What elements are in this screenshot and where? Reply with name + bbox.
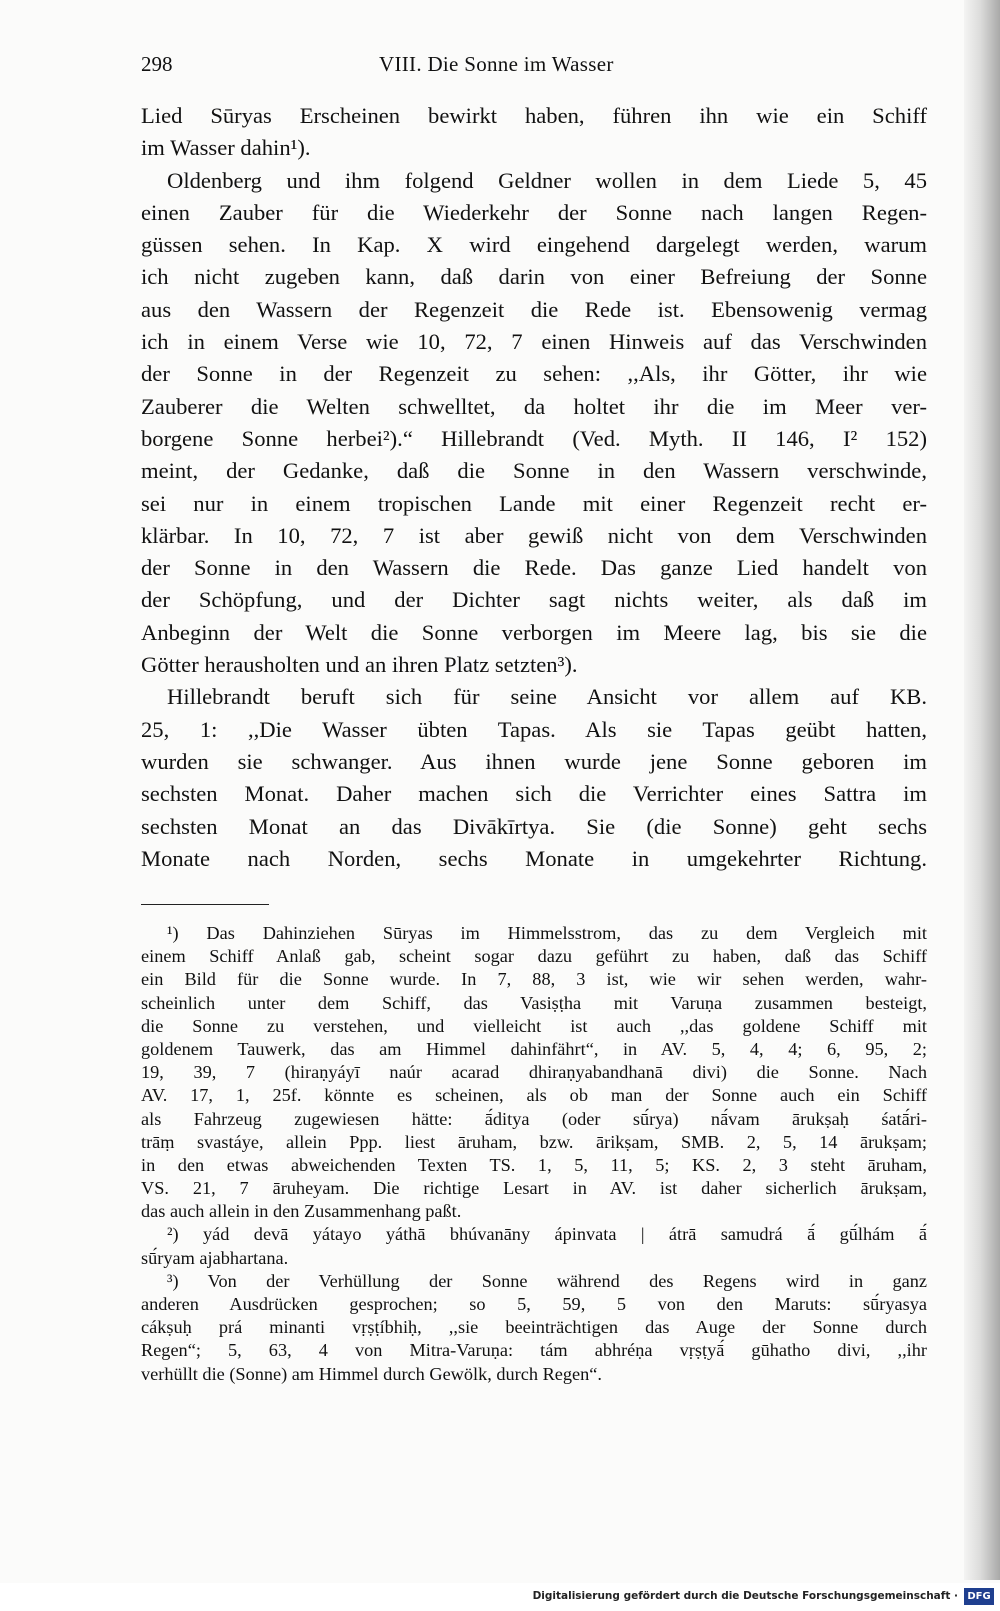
footnote-line: ²) yád devā yátayo yáthā bhúvanāny ápinvata | átrā samudrá ā́ gū́lhám ā́	[167, 1224, 927, 1245]
page-number: 298	[141, 52, 173, 76]
body-line: ich in einem Verse wie 10, 72, 7 einen Hinweis auf das Verschwinden	[141, 329, 927, 355]
footnote-line: in den etwas abweichenden Texten TS. 1, 5, 11, 5; KS. 2, 3 steht āruham,	[141, 1154, 927, 1175]
body-line: der Schöpfung, und der Dichter sagt nichts weiter, als daß im	[141, 587, 927, 613]
digitization-footer	[0, 1583, 1000, 1611]
running-head: VIII. Die Sonne im Wasser	[379, 52, 614, 76]
footnote-line: ³) Von der Verhüllung der Sonne während des Regens wird in ganz	[167, 1270, 927, 1291]
footnote-line: sū́ryam ajabhartana.	[141, 1247, 289, 1268]
body-line: sechsten Monat an das Divākīrtya. Sie (die Sonne) geht sechs	[141, 813, 927, 839]
body-line: 25, 1: ,,Die Wasser übten Tapas. Als sie Tapas geübt hatten,	[141, 716, 927, 742]
body-line: wurden sie schwanger. Aus ihnen wurde jene Sonne geboren im	[141, 748, 927, 774]
footnote-line: trāṃ svastáye, allein Ppp. liest āruham, bzw. ārikṣam, SMB. 2, 5, 14 ārukṣam;	[141, 1131, 927, 1152]
page-edge-shadow	[964, 0, 1000, 1580]
body-line: Hillebrandt beruft sich für seine Ansicht vor allem auf KB.	[167, 684, 927, 710]
footnote-line: cákṣuḥ prá minanti vṛṣṭíbhiḥ, ,,sie beeinträchtigen das Auge der Sonne durch	[141, 1317, 927, 1338]
body-line: Oldenberg und ihm folgend Geldner wollen in dem Liede 5, 45	[167, 167, 927, 193]
footnote-line: anderen Ausdrücken gesprochen; so 5, 59, 5 von den Maruts: sū́ryasya	[141, 1294, 927, 1314]
footnote-line: AV. 17, 1, 25f. könnte es scheinen, als ob man der Sonne auch ein Schiff	[141, 1085, 927, 1106]
footnote-line: scheinlich unter dem Schiff, das Vasiṣṭha mit Varuṇa zusammen besteigt,	[141, 992, 927, 1013]
footnote-line: goldenem Tauwerk, das am Himmel dahinfährt“, in AV. 5, 4, 4; 6, 95, 2;	[141, 1038, 927, 1059]
body-line: Anbeginn der Welt die Sonne verborgen im Meere lag, bis sie die	[141, 619, 927, 645]
body-line: Lied Sūryas Erscheinen bewirkt haben, führen ihn wie ein Schiff	[141, 103, 927, 128]
body-line: einen Zauber für die Wiederkehr der Sonne nach langen Regen-	[141, 199, 927, 225]
footnote-line: ein Bild für die Sonne wurde. In 7, 88, 3 ist, wie wir sehen werden, wahr-	[141, 969, 927, 990]
footnote-line: einem Schiff Anlaß gab, scheint sogar dazu geführt zu haben, daß das Schiff	[141, 946, 927, 967]
footnote-line: die Sonne zu verstehen, und vielleicht ist auch ,,das goldene Schiff mit	[141, 1015, 927, 1036]
body-line: Monate nach Norden, sechs Monate in umgekehrter Richtung.	[141, 845, 927, 871]
page-header	[141, 52, 927, 82]
footnote-line: das auch allein in den Zusammenhang paßt.	[141, 1201, 462, 1222]
body-line: Zauberer die Welten schwelltet, da holtet ihr die im Meer ver-	[141, 393, 927, 419]
body-line: der Sonne in der Regenzeit zu sehen: ,,Als, ihr Götter, ihr wie	[141, 361, 927, 387]
body-line: güssen sehen. In Kap. X wird eingehend dargelegt werden, warum	[141, 232, 927, 258]
footnote-line: verhüllt die (Sonne) am Himmel durch Gewölk, durch Regen“.	[141, 1363, 602, 1384]
footnote-divider	[141, 904, 269, 905]
body-line: Götter herausholten und an ihren Platz setzten³).	[141, 652, 578, 678]
body-line: im Wasser dahin¹).	[141, 135, 311, 161]
footnotes	[141, 922, 927, 1386]
body-line: aus den Wassern der Regenzeit die Rede ist. Ebensowenig vermag	[141, 296, 927, 322]
dfg-logo[interactable]: DFG	[964, 1588, 994, 1605]
body-text	[141, 100, 927, 875]
body-line: ich nicht zugeben kann, daß darin von einer Befreiung der Sonne	[141, 264, 927, 290]
body-line: der Sonne in den Wassern die Rede. Das ganze Lied handelt von	[141, 555, 927, 581]
body-line: sechsten Monat. Daher machen sich die Verrichter eines Sattra im	[141, 781, 927, 807]
footnote-line: 19, 39, 7 (hiraṇyáyī naúr acarad dhiraṇyabandhanā divi) die Sonne. Nach	[141, 1062, 927, 1083]
body-line: meint, der Gedanke, daß die Sonne in den Wassern verschwinde,	[141, 458, 927, 484]
body-line: borgene Sonne herbei²).“ Hillebrandt (Ved. Myth. II 146, I² 152)	[141, 425, 927, 451]
footnote-line: VS. 21, 7 āruheyam. Die richtige Lesart in AV. ist daher sicherlich ārukṣam,	[141, 1178, 927, 1199]
footnote-line: ¹) Das Dahinziehen Sūryas im Himmelsstrom, das zu dem Vergleich mit	[167, 923, 927, 943]
footnote-line: Regen“; 5, 63, 4 von Mitra-Varuṇa: tám abhréṇa vṛṣṭyā́ gūhatho divi, ,,ihr	[141, 1340, 927, 1361]
body-line: klärbar. In 10, 72, 7 ist aber gewiß nicht von dem Verschwinden	[141, 522, 927, 548]
footnote-line: als Fahrzeug zugewiesen hätte: ā́ditya (oder sū́rya) nā́vam ārukṣaḥ śatā́ri-	[141, 1108, 927, 1129]
funding-credit: Digitalisierung gefördert durch die Deutsche Forschungsgemeinschaft ·	[532, 1590, 958, 1602]
body-line: sei nur in einem tropischen Lande mit einer Regenzeit recht er-	[141, 490, 927, 516]
